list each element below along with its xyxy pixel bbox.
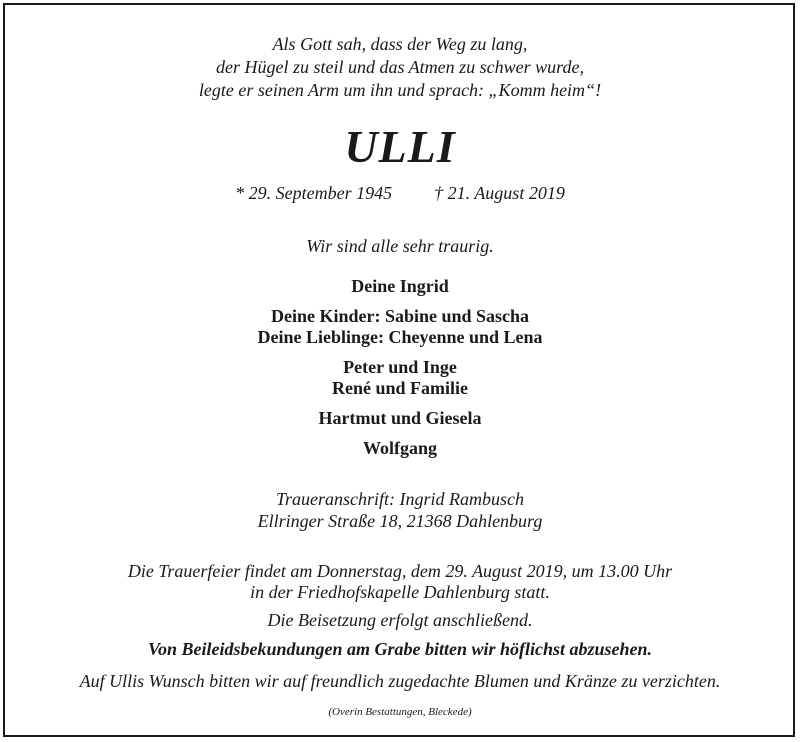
mourner-line: Deine Ingrid	[351, 276, 449, 296]
poem-line-1: Als Gott sah, dass der Weg zu lang,	[272, 34, 528, 54]
birth-date: * 29. September 1945	[235, 183, 393, 203]
poem-line-3: legte er seinen Arm um ihn und sprach: „Komm heim“!	[198, 80, 602, 100]
ceremony-line: in der Friedhofskapelle Dahlenburg statt.	[250, 582, 550, 602]
poem-line-2: der Hügel zu steil und das Atmen zu schwer wurde,	[216, 57, 584, 77]
mourner-line: Wolfgang	[362, 438, 437, 458]
condolence-note: Von Beileidsbekundungen am Grabe bitten wir höflichst abzusehen.	[147, 639, 653, 659]
mourner-line: René und Familie	[331, 378, 468, 398]
life-dates	[0, 183, 800, 204]
mourner-line: Hartmut und Giesela	[318, 408, 482, 428]
mourning-statement: Wir sind alle sehr traurig.	[306, 236, 494, 256]
ceremony-line: Die Trauerfeier findet am Donnerstag, dem 29. August 2019, um 13.00 Uhr	[127, 561, 673, 581]
mourner-line: Peter und Inge	[343, 357, 457, 377]
burial-line: Die Beisetzung erfolgt anschließend.	[267, 610, 533, 630]
death-date: † 21. August 2019	[434, 183, 565, 203]
mourning-address-line: Ellringer Straße 18, 21368 Dahlenburg	[257, 511, 543, 531]
flowers-note: Auf Ullis Wunsch bitten wir auf freundlich zugedachte Blumen und Kränze zu verzichten.	[79, 671, 721, 691]
deceased-name: ULLI	[344, 121, 456, 172]
undertaker-credit: (Overin Bestattungen, Bleckede)	[328, 706, 472, 718]
mourning-address-line: Traueranschrift: Ingrid Rambusch	[275, 489, 524, 509]
mourner-line: Deine Lieblinge: Cheyenne und Lena	[257, 327, 543, 347]
mourner-line: Deine Kinder: Sabine und Sascha	[270, 306, 530, 326]
